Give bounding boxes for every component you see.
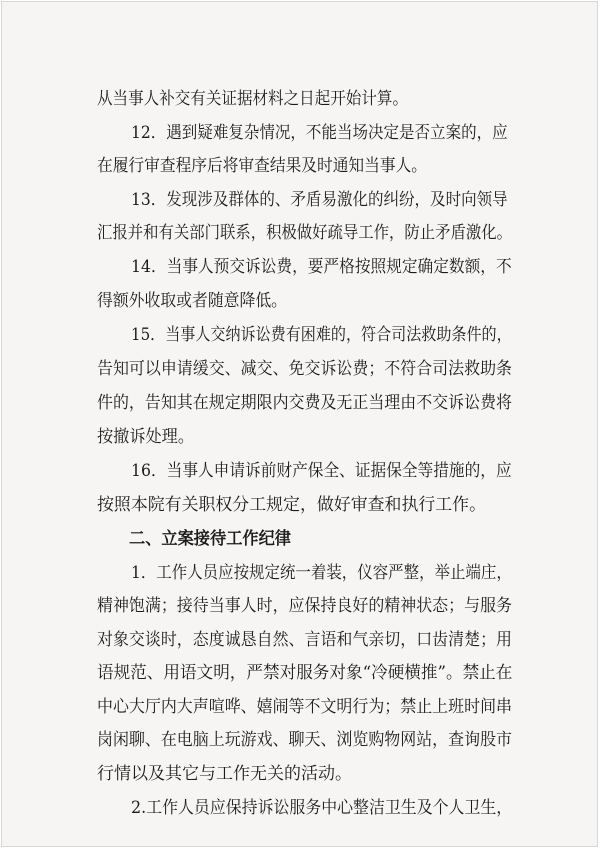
section-heading: 二、立案接待工作纪律 (129, 529, 291, 549)
text-line: 按照本院有关职权分工规定，做好审查和执行工作。 (97, 495, 487, 515)
text-line: 中心大厅内大声喧哗、嬉闹等不文明行为；禁止上班时间串 (97, 697, 512, 717)
text-line: 15．当事人交纳诉讼费有困难的，符合司法救助条件的， (131, 325, 512, 345)
text-line: 语规范、用语文明，严禁对服务对象“冷硬横推”。禁止在 (97, 663, 513, 683)
text-line: 对象交谈时，态度诚恳自然、言语和气亲切，口齿清楚；用 (97, 630, 512, 650)
text-line: 1．工作人员应按规定统一着装，仪容严整，举止端庄， (131, 563, 512, 583)
document-page (1, 1, 598, 847)
text-line: 精神饱满；接待当事人时，应保持良好的精神状态；与服务 (97, 596, 512, 616)
text-line: 按撤诉处理。 (97, 427, 195, 447)
text-line: 16．当事人申请诉前财产保全、证据保全等措施的，应 (131, 461, 512, 481)
text-line: 2.工作人员应保持诉讼服务中心整洁卫生及个人卫生， (131, 798, 513, 818)
text-line: 得额外收取或者随意降低。 (97, 291, 288, 311)
text-line: 行情以及其它与工作无关的活动。 (97, 764, 352, 784)
text-line: 14．当事人预交诉讼费，要严格按照规定确定数额，不 (131, 257, 512, 277)
text-line: 告知可以申请缓交、减交、免交诉讼费；不符合司法救助条 (97, 359, 512, 379)
text-line: 件的，告知其在规定期限内交费及无正当理由不交诉讼费将 (97, 393, 512, 413)
text-line: 从当事人补交有关证据材料之日起开始计算。 (97, 89, 408, 109)
text-line: 在履行审查程序后将审查结果及时通知当事人。 (97, 156, 428, 176)
text-line: 岗闲聊、在电脑上玩游戏、聊天、浏览购物网站，查询股市 (97, 730, 512, 750)
text-line: 12．遇到疑难复杂情况，不能当场决定是否立案的，应 (131, 123, 508, 143)
text-line: 汇报并和有关部门联系，积极做好疏导工作，防止矛盾激化。 (97, 223, 512, 243)
text-line: 13．发现涉及群体的、矛盾易激化的纠纷，及时向领导 (131, 190, 508, 210)
